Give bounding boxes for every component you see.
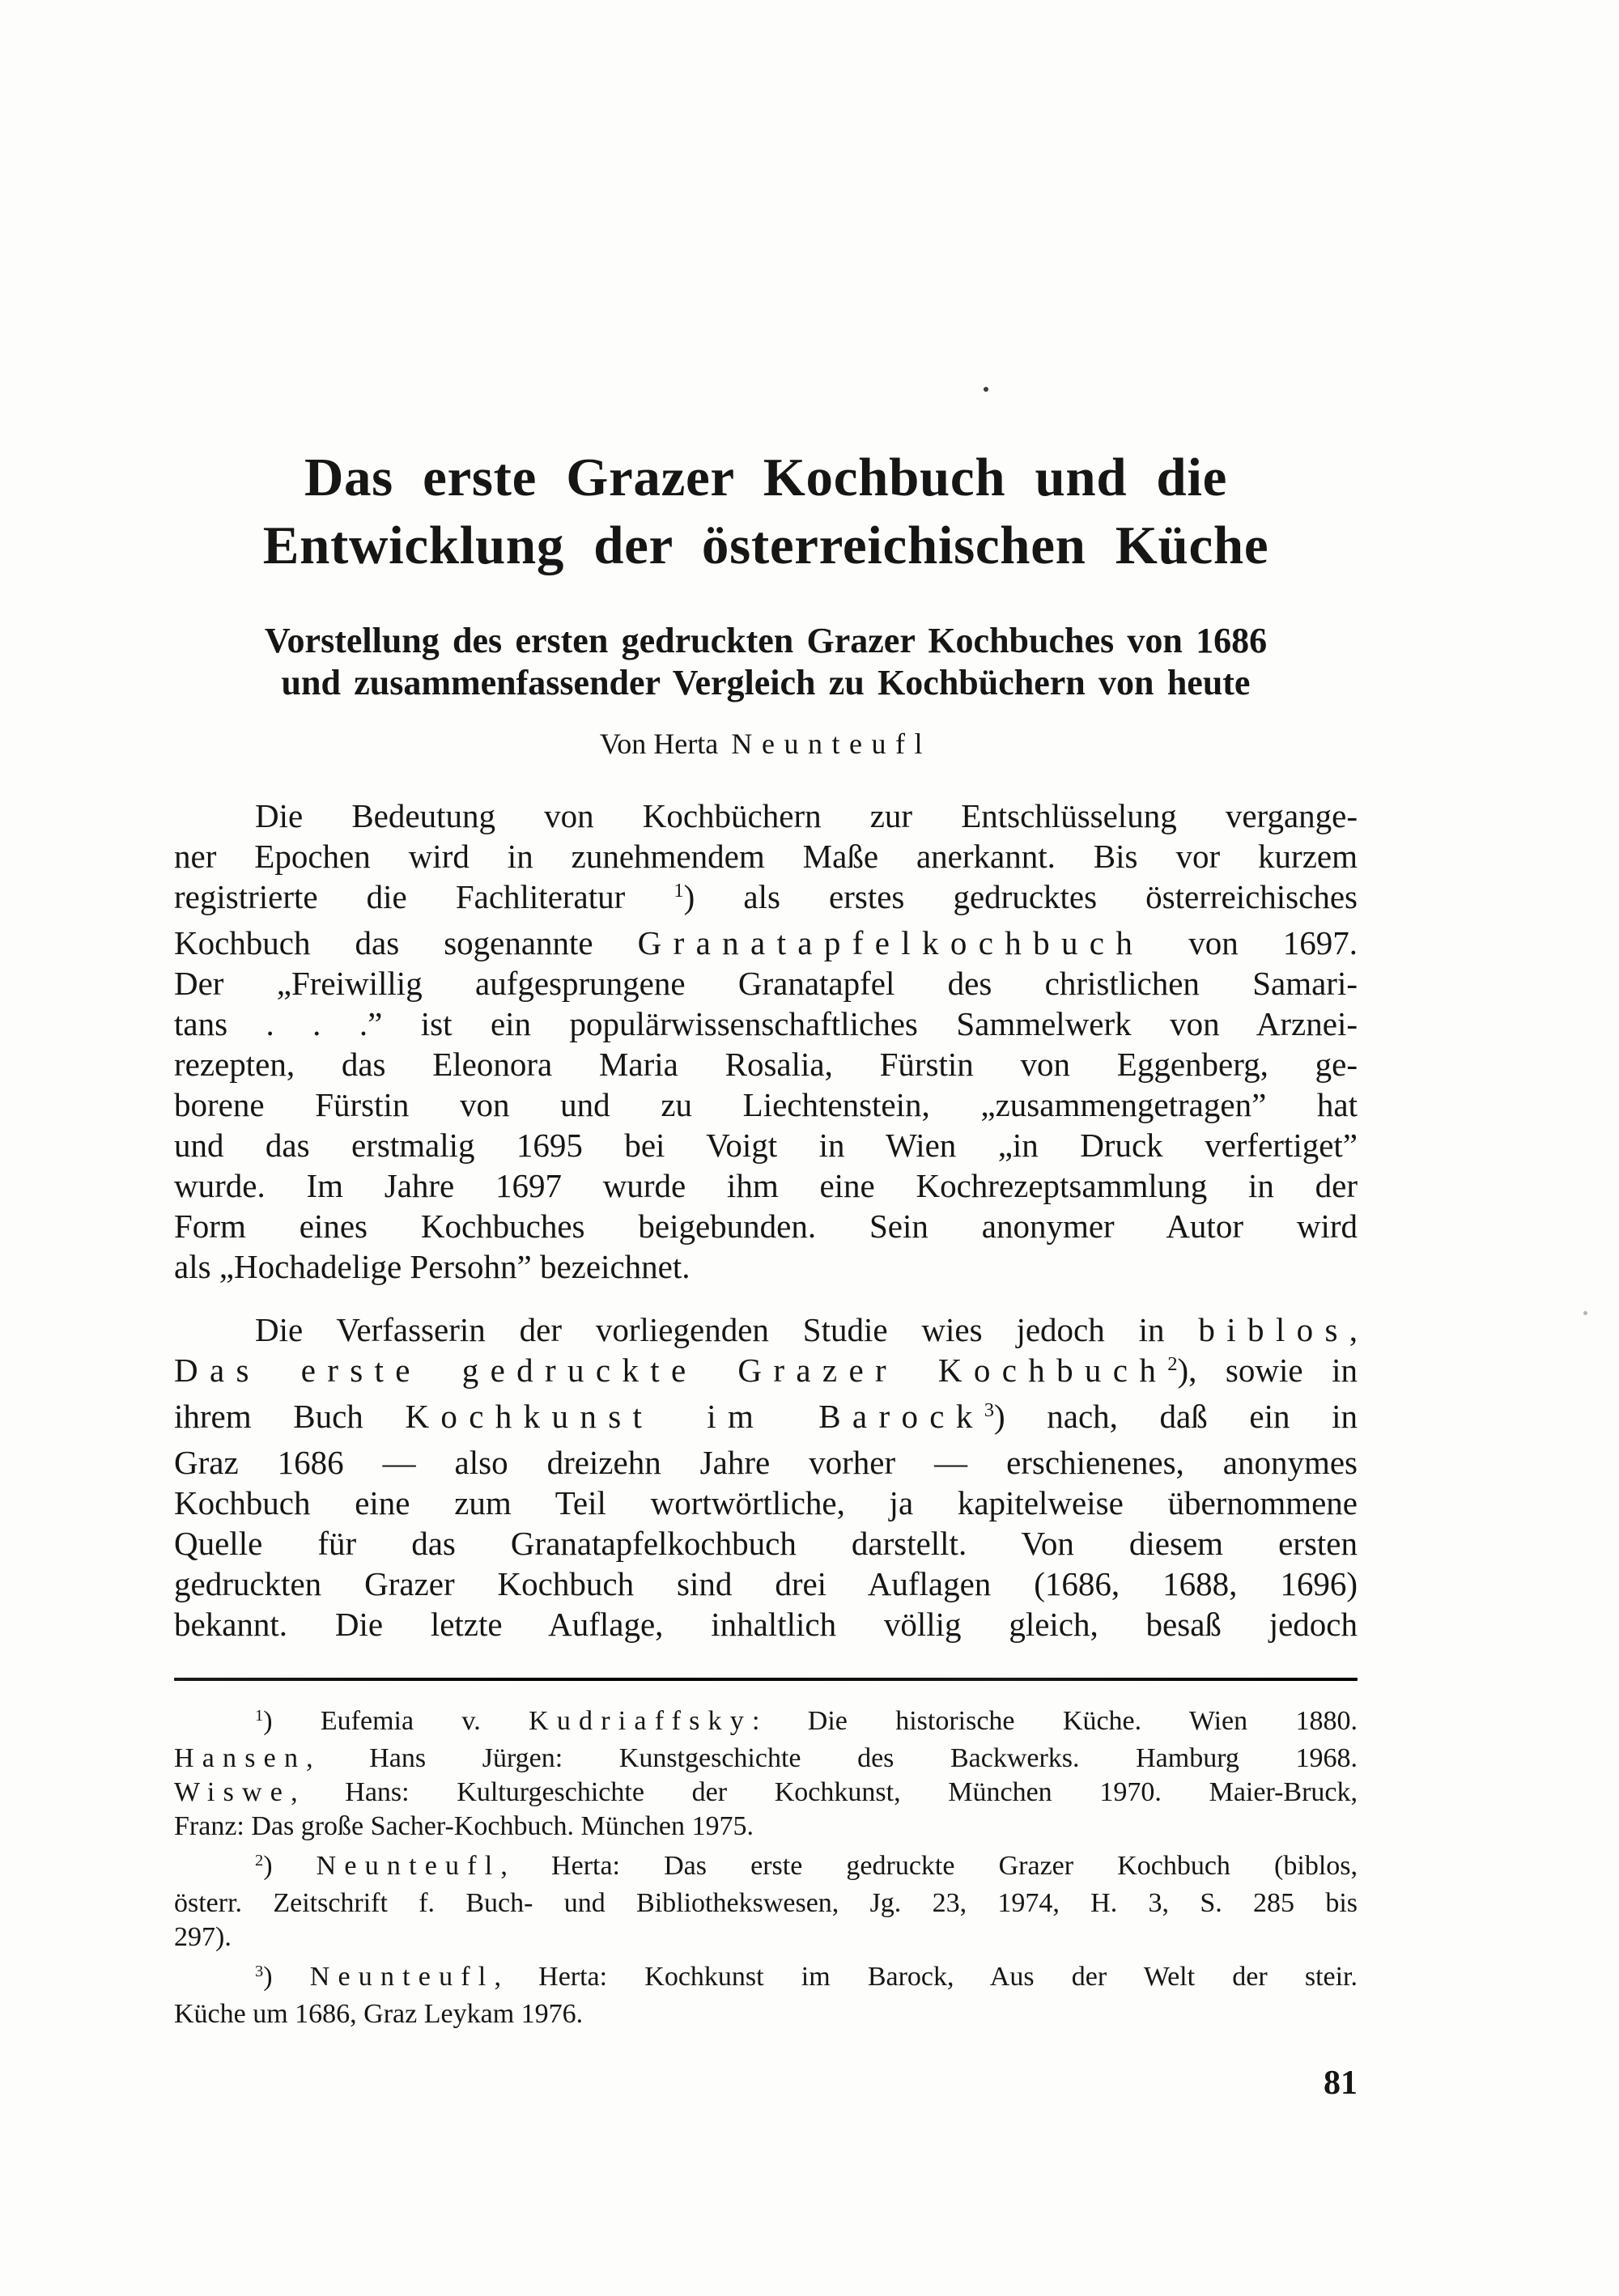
- text-segment: Die Verfasserin der vorliegenden Studie wies jedoch in: [255, 1311, 1199, 1348]
- scan-speck: [1583, 1311, 1587, 1315]
- text-line: [174, 1125, 1358, 1165]
- text-segment: und das erstmalig 1695 bei Voigt in Wien „in Druck verfertiget”: [174, 1127, 1358, 1164]
- footnote-marker: 2: [1167, 1353, 1178, 1376]
- text-line: [174, 1742, 1358, 1776]
- text-line: [174, 1960, 1358, 1997]
- text-line: [174, 1206, 1358, 1246]
- spaced-text-segment: Wiswe: [174, 1777, 291, 1807]
- text-segment: : Die historische Küche. Wien 1880.: [751, 1706, 1358, 1736]
- text-line: [174, 963, 1358, 1004]
- text-segment: als „Hochadelige Persohn” bezeichnet.: [174, 1248, 691, 1285]
- text-line: [174, 1564, 1358, 1604]
- byline-prefix: Von Herta: [599, 728, 719, 760]
- text-segment: bekannt. Die letzte Auflage, inhaltlich völlig gleich, besaß jedoch: [174, 1606, 1358, 1643]
- footnote: [174, 1704, 1358, 1844]
- text-segment: , Hans Jürgen: Kunstgeschichte des Backwerks. Hamburg 1968.: [306, 1743, 1358, 1773]
- text-segment: tans . . .” ist ein populärwissenschaftliches Sammelwerk von Arznei-: [174, 1005, 1358, 1042]
- text-segment: registrierte die Fachliteratur: [174, 878, 674, 915]
- text-line: [174, 1350, 1358, 1396]
- spaced-text-segment: biblos: [1198, 1311, 1349, 1348]
- text-line: [174, 1810, 1358, 1844]
- text-segment: ): [263, 1962, 310, 1992]
- text-segment: Die Bedeutung von Kochbüchern zur Entschlüsselung vergange-: [255, 797, 1358, 834]
- text-line: [174, 1442, 1358, 1483]
- text-line: [174, 923, 1358, 963]
- text-line: [174, 1604, 1358, 1645]
- text-line: [174, 1004, 1358, 1044]
- text-line: [174, 1165, 1358, 1206]
- text-line: [174, 1849, 1358, 1886]
- text-segment: ihrem Buch: [174, 1398, 406, 1435]
- text-segment: Quelle für das Granatapfelkochbuch darstellt. Von diesem ersten: [174, 1525, 1358, 1562]
- text-line: [174, 876, 1358, 923]
- text-segment: Franz: Das große Sacher-Kochbuch. München 1975.: [174, 1811, 754, 1841]
- text-segment: Kochbuch das sogenannte: [174, 924, 638, 961]
- footnote-marker: 3: [984, 1399, 994, 1422]
- text-line: [174, 1246, 1358, 1287]
- scan-speck: [984, 387, 988, 392]
- text-segment: rezepten, das Eleonora Maria Rosalia, Fürstin von Eggenberg, ge-: [174, 1046, 1358, 1083]
- text-segment: ), sowie in: [1177, 1352, 1358, 1389]
- spaced-text-segment: Hansen: [174, 1743, 307, 1773]
- text-segment: ): [263, 1851, 317, 1881]
- text-segment: ) nach, daß ein in: [994, 1398, 1358, 1435]
- article-body: [174, 796, 1358, 1645]
- text-segment: , Herta: Das erste gedruckte Grazer Kochbuch (biblos,: [500, 1851, 1358, 1881]
- body-paragraph: [174, 1309, 1358, 1645]
- spaced-text-segment: Neunteufl: [309, 1962, 495, 1992]
- text-line: [174, 1044, 1358, 1084]
- footnote-marker: 2: [255, 1851, 264, 1869]
- page-number: 81: [1324, 2065, 1358, 2102]
- footnote-marker: 3: [255, 1962, 264, 1980]
- footnote: [174, 1960, 1358, 2031]
- article-title: [174, 443, 1358, 579]
- text-segment: wurde. Im Jahre 1697 wurde ihm eine Kochrezeptsammlung in der: [174, 1167, 1358, 1204]
- subtitle-line-1: Vorstellung des ersten gedruckten Grazer Kochbuches von 1686: [264, 621, 1268, 660]
- footnote-marker: 1: [674, 880, 684, 902]
- text-line: [174, 1309, 1358, 1350]
- footnotes-section: [174, 1704, 1358, 2031]
- text-line: [174, 1886, 1358, 1920]
- text-line: [174, 1776, 1358, 1810]
- spaced-text-segment: Das erste gedruckte Grazer Kochbuch: [174, 1352, 1168, 1389]
- text-segment: Kochbuch eine zum Teil wortwörtliche, ja kapitelweise übernommene: [174, 1484, 1358, 1521]
- text-line: [174, 1920, 1358, 1954]
- text-segment: Der „Freiwillig aufgesprungene Granatapfel des christlichen Samari-: [174, 965, 1358, 1002]
- text-line: [174, 1483, 1358, 1523]
- body-paragraph: [174, 796, 1358, 1287]
- spaced-text-segment: Neunteufl: [316, 1851, 501, 1881]
- text-segment: , Herta: Kochkunst im Barock, Aus der Welt der steir.: [494, 1962, 1358, 1992]
- footnote: [174, 1849, 1358, 1954]
- text-segment: ,: [1349, 1311, 1358, 1348]
- text-segment: borene Fürstin von und zu Liechtenstein, „zusammengetragen” hat: [174, 1086, 1358, 1123]
- spaced-text-segment: Kochkunst im Barock: [405, 1398, 984, 1435]
- text-line: [174, 1704, 1358, 1742]
- byline-author: Neunteufl: [731, 728, 933, 760]
- text-segment: Form eines Kochbuches beigebunden. Sein anonymer Autor wird: [174, 1207, 1358, 1245]
- text-segment: 297).: [174, 1922, 232, 1952]
- text-segment: Graz 1686 — also dreizehn Jahre vorher — erschienenes, anonymes: [174, 1444, 1358, 1481]
- text-segment: , Hans: Kulturgeschichte der Kochkunst, München 1970. Maier-Bruck,: [291, 1777, 1358, 1807]
- spaced-text-segment: Granatapfelkochbuch: [637, 924, 1145, 961]
- text-line: [174, 796, 1358, 836]
- text-line: [174, 1997, 1358, 2031]
- text-segment: österr. Zeitschrift f. Buch- und Bibliothekswesen, Jg. 23, 1974, H. 3, S. 285 bis: [174, 1888, 1358, 1918]
- footnote-separator: [174, 1678, 1358, 1681]
- article-subtitle: [174, 620, 1358, 704]
- title-line-1: Das erste Grazer Kochbuch und die: [304, 448, 1228, 507]
- text-segment: ) Eufemia v.: [263, 1706, 529, 1736]
- text-line: [174, 1523, 1358, 1564]
- text-line: [174, 1396, 1358, 1442]
- text-segment: gedruckten Grazer Kochbuch sind drei Auflagen (1686, 1688, 1696): [174, 1565, 1358, 1602]
- footnote-marker: 1: [255, 1706, 264, 1725]
- subtitle-line-2: und zusammenfassender Vergleich zu Kochbüchern von heute: [281, 663, 1251, 702]
- text-segment: ner Epochen wird in zunehmendem Maße anerkannt. Bis vor kurzem: [174, 838, 1358, 875]
- spaced-text-segment: Kudriaffsky: [529, 1706, 752, 1736]
- text-line: [174, 1084, 1358, 1125]
- byline: [174, 727, 1358, 761]
- text-line: [174, 836, 1358, 876]
- text-segment: ) als erstes gedrucktes österreichisches: [683, 878, 1358, 915]
- text-segment: von 1697.: [1144, 924, 1358, 961]
- text-segment: Küche um 1686, Graz Leykam 1976.: [174, 1999, 584, 2029]
- title-line-2: Entwicklung der österreichischen Küche: [262, 516, 1269, 575]
